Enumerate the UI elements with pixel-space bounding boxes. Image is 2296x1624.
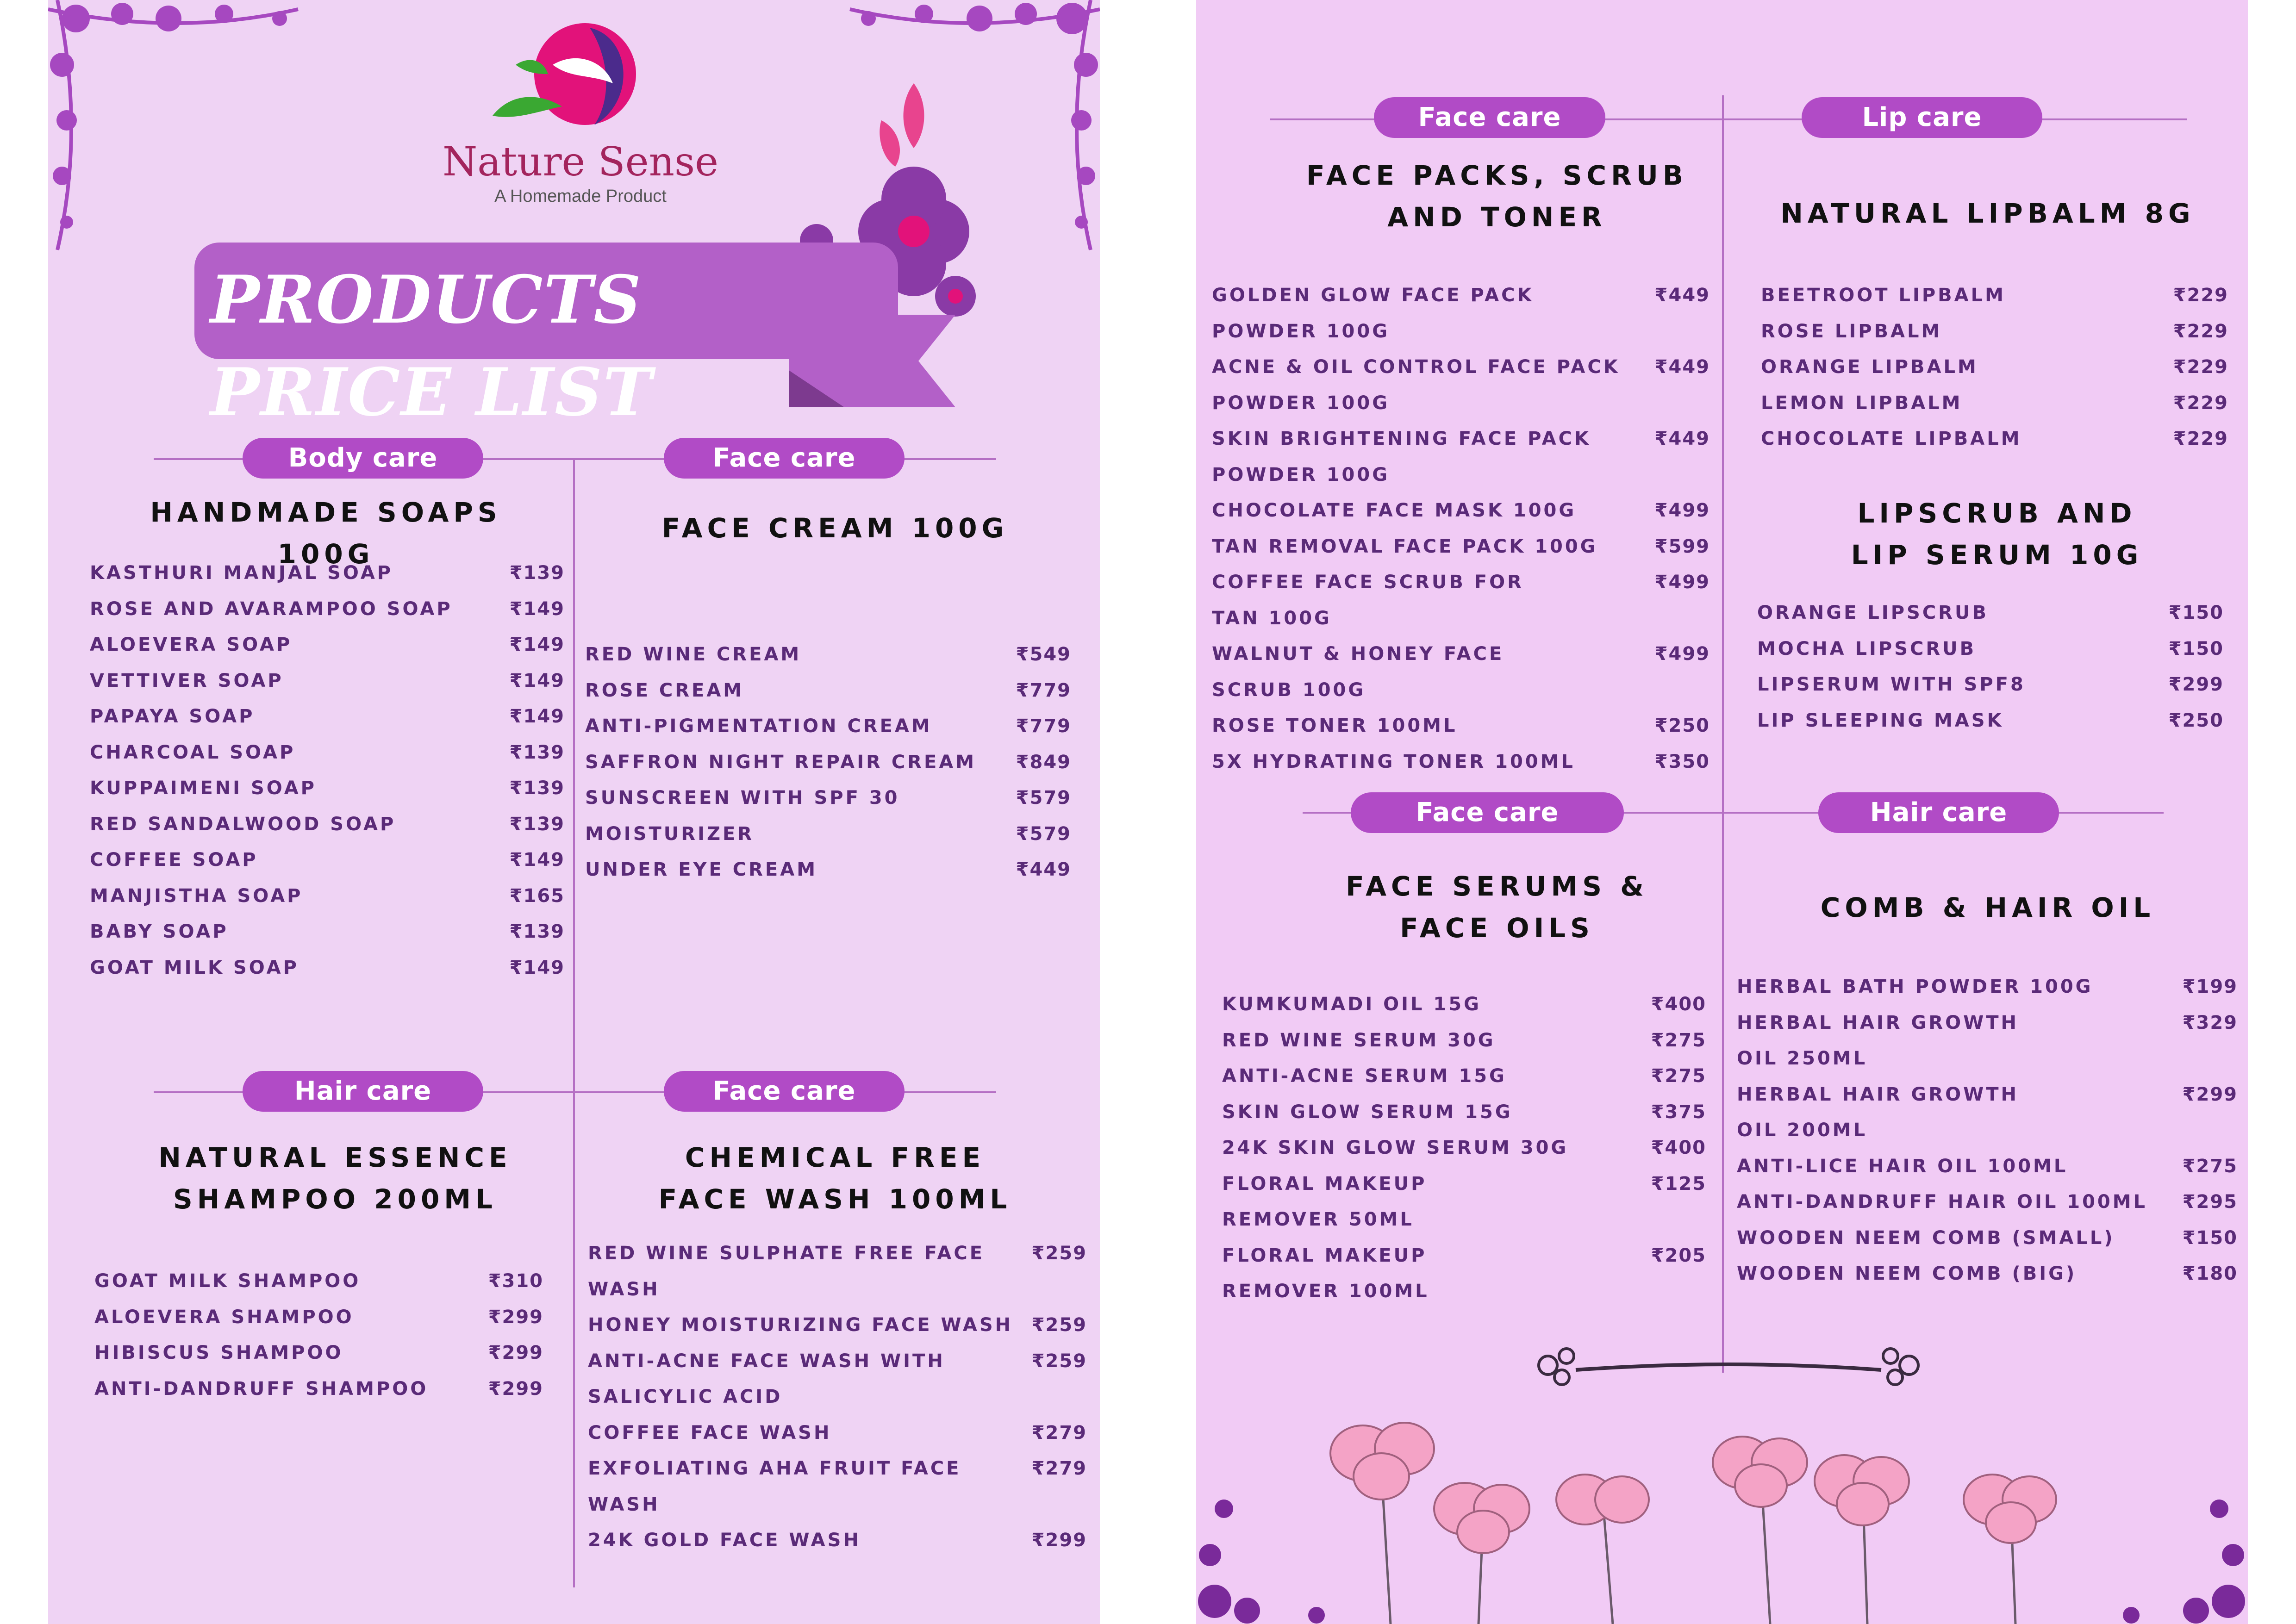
list-item: WOODEN NEEM COMB (SMALL) ₹150 [1737, 1227, 2238, 1249]
section-title-hair-oil: COMB & HAIR OIL [1820, 892, 2155, 923]
list-item: GOAT MILK SOAP ₹149 [90, 957, 565, 978]
list-item: TAN REMOVAL FACE PACK 100G ₹599 [1212, 535, 1710, 557]
list-item: KASTHURI MANJAL SOAP ₹139 [90, 562, 565, 584]
list-item: SKIN GLOW SERUM 15G ₹375 [1222, 1101, 1706, 1123]
list-item: ANTI-ACNE SERUM 15G ₹275 [1222, 1065, 1706, 1087]
list-item: KUPPAIMENI SOAP ₹139 [90, 778, 565, 799]
section-title-serums [1266, 865, 1728, 949]
list-item: ANTI-ACNE FACE WASH WITH SALICYLIC ACID ₹259 [588, 1350, 1087, 1407]
section-title-line: FACE WASH 100ML [658, 1183, 1012, 1215]
section-tag-face-care: Face care [1374, 97, 1605, 138]
list-item: ANTI-DANDRUFF SHAMPOO ₹299 [94, 1378, 543, 1400]
list-item: COFFEE SOAP ₹149 [90, 849, 565, 871]
section-title-line: SHAMPOO 200ML [173, 1183, 497, 1215]
brand-logo-icon [437, 9, 724, 134]
brand-name: Nature Sense [442, 139, 719, 185]
list-item: COFFEE FACE WASH ₹279 [588, 1422, 1087, 1444]
list-item: RED WINE SULPHATE FREE FACE WASH ₹259 [588, 1243, 1087, 1300]
list-face-wash [588, 1236, 1087, 1559]
list-shampoo [94, 1263, 543, 1407]
list-item: ACNE & OIL CONTROL FACE PACK POWDER 100G ₹449 [1212, 356, 1710, 414]
section-title-lipbalm: NATURAL LIPBALM 8G [1780, 198, 2195, 229]
list-item: HERBAL BATH POWDER 100G ₹199 [1737, 976, 2238, 997]
list-item: ROSE TONER 100ML ₹250 [1212, 715, 1710, 736]
list-item: FLORAL MAKEUP REMOVER 50ML ₹125 [1222, 1173, 1706, 1230]
list-item: COFFEE FACE SCRUB FOR TAN 100G ₹499 [1212, 572, 1710, 629]
list-item: MANJISTHA SOAP ₹165 [90, 885, 565, 907]
list-item: UNDER EYE CREAM ₹449 [585, 859, 1071, 880]
section-title-face-wash [604, 1137, 1067, 1220]
brand-tagline: A Homemade Product [494, 187, 667, 206]
section-tag-face-care: Face care [664, 438, 905, 479]
list-hair-oil [1737, 969, 2238, 1292]
list-item: HERBAL HAIR GROWTH OIL 250ML ₹329 [1737, 1012, 2238, 1069]
list-lipbalm [1761, 278, 2228, 457]
list-serums [1222, 987, 1706, 1310]
list-item: EXFOLIATING AHA FRUIT FACE WASH ₹279 [588, 1458, 1087, 1515]
list-soaps [90, 555, 565, 986]
list-item: WOODEN NEEM COMB (BIG) ₹180 [1737, 1263, 2238, 1284]
list-item: RED SANDALWOOD SOAP ₹139 [90, 813, 565, 835]
list-item: RED WINE SERUM 30G ₹275 [1222, 1029, 1706, 1051]
list-item: ANTI-LICE HAIR OIL 100ML ₹275 [1737, 1155, 2238, 1177]
list-item: BABY SOAP ₹139 [90, 921, 565, 942]
section-title-face-cream: FACE CREAM 100G [661, 512, 1009, 544]
list-item: MOCHA LIPSCRUB ₹150 [1757, 638, 2224, 660]
section-title-line: LIPSCRUB AND [1857, 498, 2137, 529]
list-item: HONEY MOISTURIZING FACE WASH ₹259 [588, 1314, 1087, 1336]
list-item: ORANGE LIPSCRUB ₹150 [1757, 602, 2224, 623]
list-item: CHARCOAL SOAP ₹139 [90, 741, 565, 763]
list-face-cream [585, 637, 1071, 888]
list-item: SAFFRON NIGHT REPAIR CREAM ₹849 [585, 751, 1071, 773]
section-title-line: NATURAL ESSENCE [158, 1142, 512, 1173]
list-item: ALOEVERA SOAP ₹149 [90, 634, 565, 655]
section-title-line: FACE OILS [1400, 912, 1594, 944]
list-item: GOAT MILK SHAMPOO ₹310 [94, 1270, 543, 1292]
price-list-page-right [1196, 0, 2248, 1624]
section-tag-lip-care: Lip care [1802, 97, 2042, 138]
list-lipscrub [1757, 595, 2224, 739]
list-item: 24K SKIN GLOW SERUM 30G ₹400 [1222, 1137, 1706, 1158]
column-divider [1722, 95, 1724, 1373]
section-title-shampoo [127, 1137, 543, 1220]
list-item: ROSE CREAM ₹779 [585, 679, 1071, 701]
list-item: ANTI-PIGMENTATION CREAM ₹779 [585, 716, 1071, 737]
list-item: WALNUT & HONEY FACE SCRUB 100G ₹499 [1212, 643, 1710, 701]
section-title-lipscrub [1761, 492, 2233, 576]
list-item: 5X HYDRATING TONER 100ML ₹350 [1212, 751, 1710, 772]
brand-block [437, 139, 724, 207]
section-tag-hair-care: Hair care [243, 1071, 483, 1112]
section-title-line: FACE SERUMS & [1346, 871, 1648, 902]
section-title-face-packs [1266, 155, 1728, 238]
list-item: KUMKUMADI OIL 15G ₹400 [1222, 994, 1706, 1015]
list-item: ALOEVERA SHAMPOO ₹299 [94, 1306, 543, 1328]
list-item: ORANGE LIPBALM ₹229 [1761, 356, 2228, 378]
section-title-line: LIP SERUM 10G [1851, 539, 2143, 571]
list-item: LIP SLEEPING MASK ₹250 [1757, 709, 2224, 731]
section-title-line: FACE PACKS, SCRUB [1306, 160, 1688, 191]
section-title-line: CHEMICAL FREE [685, 1142, 986, 1173]
list-item: MOISTURIZER ₹579 [585, 823, 1071, 845]
section-tag-face-care: Face care [664, 1071, 905, 1112]
list-item: GOLDEN GLOW FACE PACK POWDER 100G ₹449 [1212, 285, 1710, 342]
list-item: LIPSERUM WITH SPF8 ₹299 [1757, 674, 2224, 695]
list-item: CHOCOLATE FACE MASK 100G ₹499 [1212, 500, 1710, 521]
list-item: SUNSCREEN WITH SPF 30 ₹579 [585, 787, 1071, 809]
price-list-page-left [48, 0, 1100, 1624]
list-item: ROSE LIPBALM ₹229 [1761, 320, 2228, 342]
list-item: HERBAL HAIR GROWTH OIL 200ML ₹299 [1737, 1083, 2238, 1141]
section-tag-body-care: Body care [243, 438, 483, 479]
section-title-soaps: HANDMADE SOAPS 100G [150, 497, 502, 570]
list-item: 24K GOLD FACE WASH ₹299 [588, 1530, 1087, 1551]
column-divider [573, 458, 575, 1587]
section-tag-face-care: Face care [1351, 792, 1624, 833]
list-item: CHOCOLATE LIPBALM ₹229 [1761, 428, 2228, 449]
list-item: PAPAYA SOAP ₹149 [90, 706, 565, 727]
list-item: RED WINE CREAM ₹549 [585, 644, 1071, 665]
list-item: HIBISCUS SHAMPOO ₹299 [94, 1342, 543, 1363]
list-item: ROSE AND AVARAMPOO SOAP ₹149 [90, 598, 565, 620]
list-item: VETTIVER SOAP ₹149 [90, 670, 565, 691]
list-item: SKIN BRIGHTENING FACE PACK POWDER 100G ₹449 [1212, 428, 1710, 485]
list-face-packs [1212, 278, 1710, 780]
list-item: BEETROOT LIPBALM ₹229 [1761, 285, 2228, 306]
list-item: LEMON LIPBALM ₹229 [1761, 392, 2228, 414]
corner-floral-top-left [48, 0, 307, 259]
bottom-flowers-decoration [1196, 1351, 2248, 1624]
section-title-line: AND TONER [1387, 201, 1607, 233]
section-tag-hair-care: Hair care [1818, 792, 2059, 833]
list-item: ANTI-DANDRUFF HAIR OIL 100ML ₹295 [1737, 1191, 2238, 1213]
page-title: PRODUCTS PRICE LIST [210, 261, 653, 431]
list-item: FLORAL MAKEUP REMOVER 100ML ₹205 [1222, 1244, 1706, 1302]
